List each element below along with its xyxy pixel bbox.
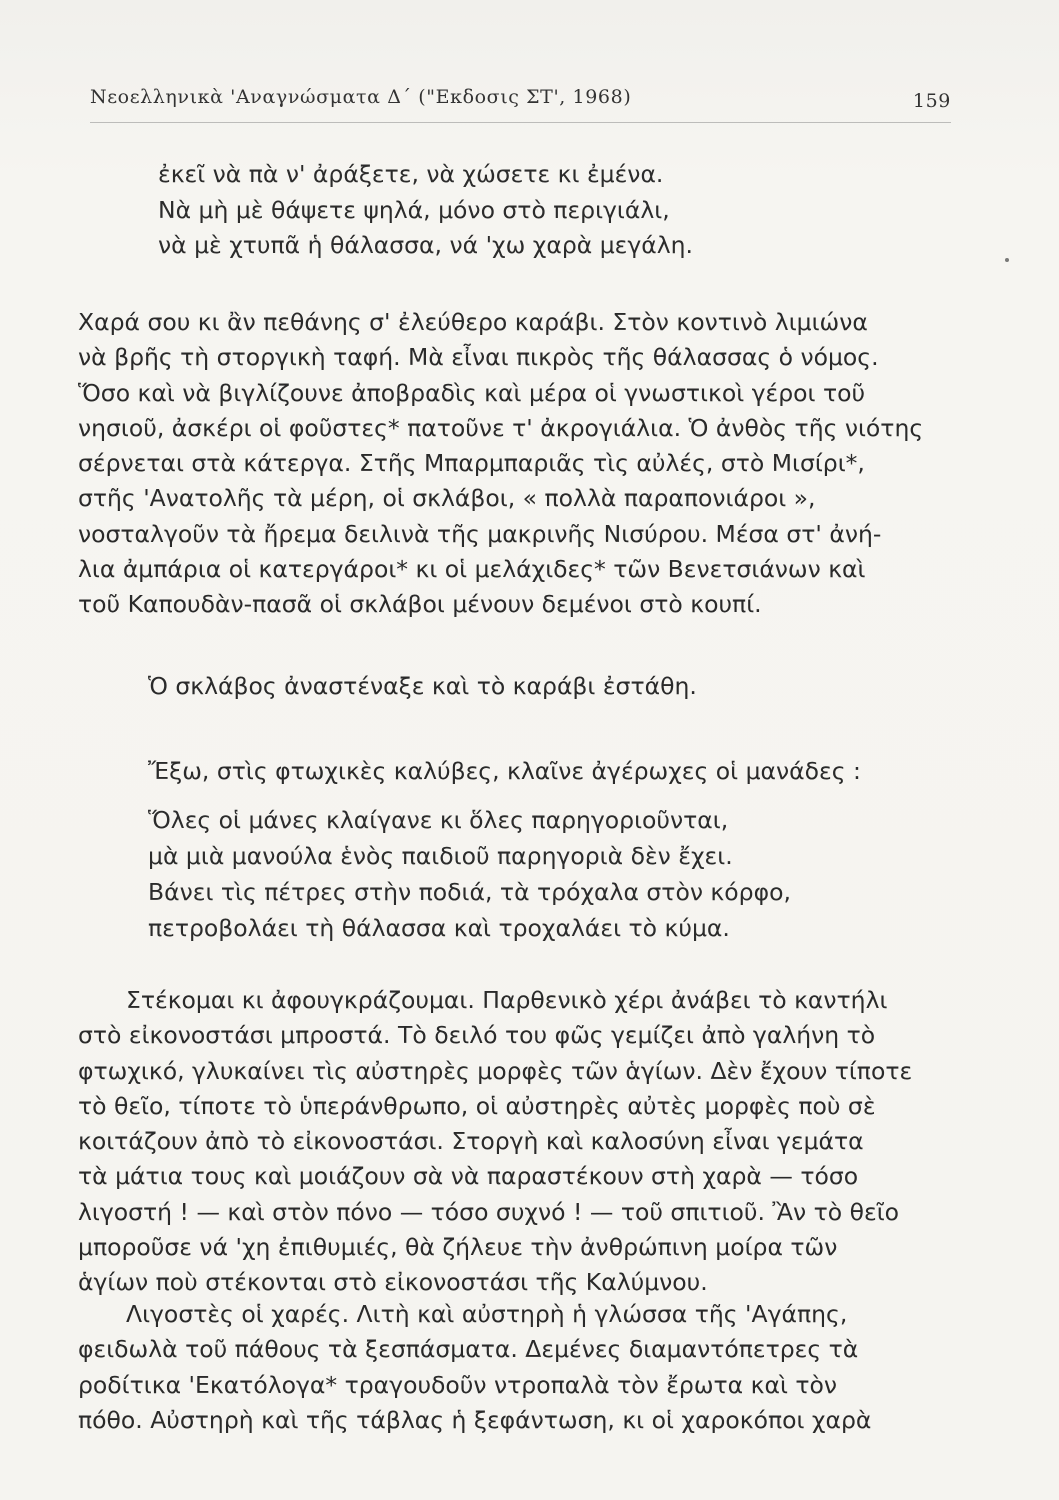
paragraph-line: σέρνεται στὰ κάτεργα. Στῆς Μπαρμπαριᾶς τὶς αὐλές, στὸ Μισίρι*, xyxy=(78,449,865,478)
paragraph-5 xyxy=(78,1297,952,1438)
paragraph-line: Ὁ σκλάβος ἀναστέναξε καὶ τὸ καράβι ἐστάθη. xyxy=(148,672,697,700)
poem-line: νὰ μὲ χτυπᾶ ἡ θάλασσα, νά 'χω χαρὰ μεγάλη. xyxy=(158,231,694,259)
paragraph-line: μποροῦσε νά 'χη ἐπιθυμιές, θὰ ζήλευε τὴν ἀνθρώπινη μοίρα τῶν xyxy=(78,1233,838,1262)
poem-line: Ὅλες οἱ μάνες κλαίγανε κι ὅλες παρηγοριοῦνται, xyxy=(148,806,729,834)
paragraph-line: Ἔξω, στὶς φτωχικὲς καλύβες, κλαῖνε ἀγέρωχες οἱ μανάδες : xyxy=(148,757,861,785)
paragraph-line: τὰ μάτια τους καὶ μοιάζουν σὰ νὰ παραστέκουν στὴ χαρὰ — τόσο xyxy=(78,1162,859,1191)
paragraph-line: νὰ βρῆς τὴ στοργικὴ ταφή. Μὰ εἶναι πικρὸς τῆς θάλασσας ὁ νόμος. xyxy=(78,343,879,372)
paragraph-line: φτωχικό, γλυκαίνει τὶς αὐστηρὲς μορφὲς τῶν ἁγίων. Δὲν ἔχουν τίποτε xyxy=(78,1056,913,1085)
paragraph-line: φειδωλὰ τοῦ πάθους τὰ ξεσπάσματα. Δεμένες διαμαντόπετρες τὰ xyxy=(78,1335,859,1364)
poem-line: Βάνει τὶς πέτρες στὴν ποδιά, τὰ τρόχαλα στὸν κόρφο, xyxy=(148,878,791,906)
paragraph-line: λια ἀμπάρια οἱ κατεργάροι* κι οἱ μελάχιδες* τῶν Βενετσιάνων καὶ xyxy=(78,555,866,584)
paragraph-line: κοιτάζουν ἀπὸ τὸ εἰκονοστάσι. Στοργὴ καὶ καλοσύνη εἶναι γεμάτα xyxy=(78,1127,864,1156)
paragraph-line: νοσταλγοῦν τὰ ἤρεμα δειλινὰ τῆς μακρινῆς Νισύρου. Μέσα στ' ἀνή- xyxy=(78,519,882,548)
paragraph-line: τοῦ Καπουδὰν-πασᾶ οἱ σκλάβοι μένουν δεμένοι στὸ κουπί. xyxy=(78,590,762,619)
poem-line: Νὰ μὴ μὲ θάψετε ψηλά, μόνο στὸ περιγιάλι, xyxy=(158,196,670,224)
page-number: 159 xyxy=(912,90,951,112)
paragraph-line: Ὅσο καὶ νὰ βιγλίζουνε ἀποβραδὶς καὶ μέρα οἱ γνωστικοὶ γέροι τοῦ xyxy=(78,378,866,407)
paragraph-line: τὸ θεῖο, τίποτε τὸ ὑπεράνθρωπο, οἱ αὐστηρὲς αὐτὲς μορφὲς ποὺ σὲ xyxy=(78,1091,876,1120)
paragraph-line: στὸ εἰκονοστάσι μπροστά. Τὸ δειλό του φῶς γεμίζει ἀπὸ γαλήνη τὸ xyxy=(78,1021,876,1050)
paragraph-line: στῆς 'Ανατολῆς τὰ μέρη, οἱ σκλάβοι, « πολλὰ παραπονιάροι », xyxy=(78,484,816,513)
paragraph-line: πόθο. Αὐστηρὴ καὶ τῆς τάβλας ἡ ξεφάντωση, κι οἱ χαροκόποι χαρὰ xyxy=(78,1405,872,1434)
poem-line: πετροβολάει τὴ θάλασσα καὶ τροχαλάει τὸ κύμα. xyxy=(148,914,730,942)
paragraph-line: ἁγίων ποὺ στέκονται στὸ εἰκονοστάσι τῆς Καλύμνου. xyxy=(78,1268,708,1297)
poem-line: μὰ μιὰ μανούλα ἑνὸς παιδιοῦ παρηγοριὰ δὲν ἔχει. xyxy=(148,842,733,870)
paragraph-line: Στέκομαι κι ἀφουγκράζουμαι. Παρθενικὸ χέρι ἀνάβει τὸ καντήλι xyxy=(126,986,888,1014)
paragraph-line: Λιγοστὲς οἱ χαρές. Λιτὴ καὶ αὐστηρὴ ἡ γλώσσα τῆς 'Αγάπης, xyxy=(126,1300,848,1328)
paragraph-line: λιγοστή ! — καὶ στὸν πόνο — τόσο συχνό ! — τοῦ σπιτιοῦ. Ἂν τὸ θεῖο xyxy=(78,1197,900,1226)
paragraph-line: νησιοῦ, ἀσκέρι οἱ φοῦστες* πατοῦνε τ' ἀκρογιάλια. Ὁ ἀνθὸς τῆς νιότης xyxy=(78,413,924,442)
poem-line: ἐκεῖ νὰ πὰ ν' ἀράξετε, νὰ χώσετε κι ἐμένα. xyxy=(158,160,664,188)
running-title: Νεοελληνικὰ 'Αναγνώσματα Δ΄ ("Εκδοσις ΣΤ', 1968) xyxy=(90,86,632,108)
ink-dot xyxy=(1005,258,1009,262)
paragraph-4 xyxy=(78,983,952,1301)
paragraph-line: Χαρά σου κι ἂν πεθάνης σ' ἐλεύθερο καράβι. Στὸν κοντινὸ λιμιώνα xyxy=(78,308,868,336)
paragraph-line: ροδίτικα 'Εκατόλογα* τραγουδοῦν ντροπαλὰ τὸν ἔρωτα καὶ τὸν xyxy=(78,1370,838,1399)
